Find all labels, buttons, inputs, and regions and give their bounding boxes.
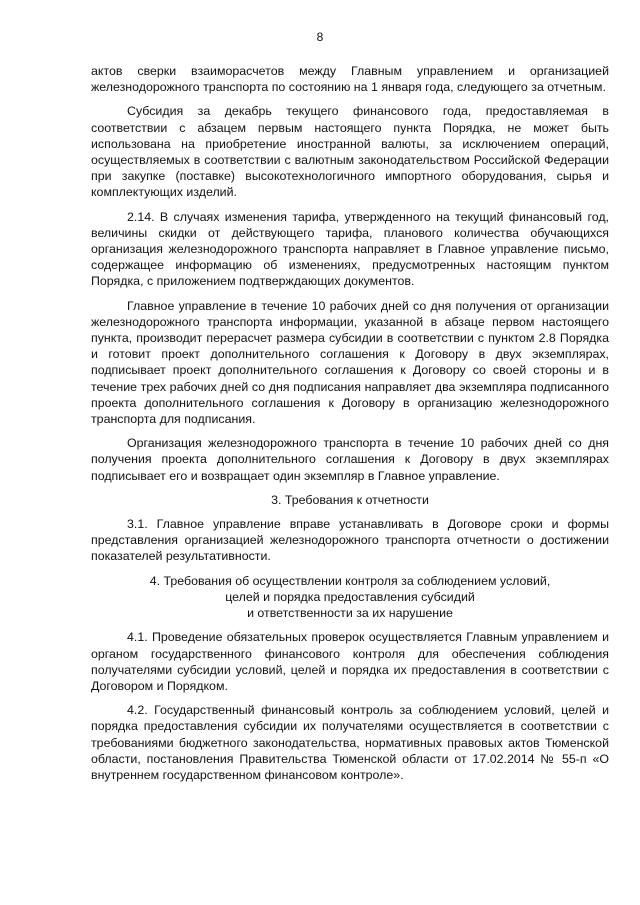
- section-3-heading: 3. Требования к отчетности: [271, 492, 429, 507]
- paragraph-4-2: 4.2. Государственный финансовый контроль за соблюдением условий, целей и порядка предоставления субсидии их получателями осуществляется в соответствии с требованиями бюджетного законодательства, нормативных правовых актов Тюменской области, постановления Правительства Тюменской области от 17.02.2014 № 55-п «О внутреннем государственном финансовом контроле».: [91, 703, 609, 782]
- section-4-heading-line: и ответственности за их нарушение: [247, 606, 453, 621]
- paragraph-3-1: 3.1. Главное управление вправе устанавливать в Договоре сроки и формы представления организацией железнодорожного транспорта отчетности о достижении показателей результативности.: [91, 517, 609, 564]
- paragraph-continuation: актов сверки взаиморасчетов между Главным управлением и организацией железнодорожного транспорта по состоянию на 1 января года, следующего за отчетным.: [91, 64, 609, 95]
- paragraph-recalculation: Главное управление в течение 10 рабочих дней со дня получения от организации железнодорожного транспорта информации, указанной в абзаце первом настоящего пункта, производит перерасчет размера субсидии в соответствии с пунктом 2.8 Порядка и готовит проект дополнительного соглашения к Договору в двух экземплярах, подписывает проект дополнительного соглашения к Договору со своей стороны и в течение трех рабочих дней со дня подписания направляет два экземпляра подписанного проекта дополнительного соглашения к Договору в организацию железнодорожного транспорта для подписания.: [91, 298, 609, 427]
- section-4-heading-line: целей и порядка предоставления субсидий: [225, 589, 475, 604]
- page-number: 8: [316, 30, 324, 44]
- paragraph-subsidy-december: Субсидия за декабрь текущего финансового года, предоставляемая в соответствии с абзацем первым настоящего пункта Порядка, не может быть использована на приобретение иностранной валюты, за исключением операций, осуществляемых в соответствии с валютным законодательством Российской Федерации при закупке (поставке) высокотехнологичного импортного оборудования, сырья и комплектующих изделий.: [91, 104, 609, 200]
- document-body: [91, 63, 609, 791]
- section-4-heading-line: 4. Требования об осуществлении контроля за соблюдением условий,: [149, 573, 551, 588]
- paragraph-2-14: 2.14. В случаях изменения тарифа, утвержденного на текущий финансовый год, величины скидки от действующего тарифа, планового количества обучающихся организация железнодорожного транспорта направляет в Главное управление письмо, содержащее информацию об изменениях, предусмотренных настоящим пунктом Порядка, с приложением подтверждающих документов.: [91, 209, 609, 289]
- paragraph-4-1: 4.1. Проведение обязательных проверок осуществляется Главным управлением и органом государственного финансового контроля для обеспечения соблюдения получателями субсидии условий, целей и порядка их предоставления в соответствии с Договором и Порядком.: [91, 630, 609, 693]
- paragraph-signing: Организация железнодорожного транспорта в течение 10 рабочих дней со дня получения проекта дополнительного соглашения к Договору в двух экземплярах подписывает его и возвращает один экземпляр в Главное управление.: [91, 436, 609, 483]
- section-4-heading: [91, 573, 609, 622]
